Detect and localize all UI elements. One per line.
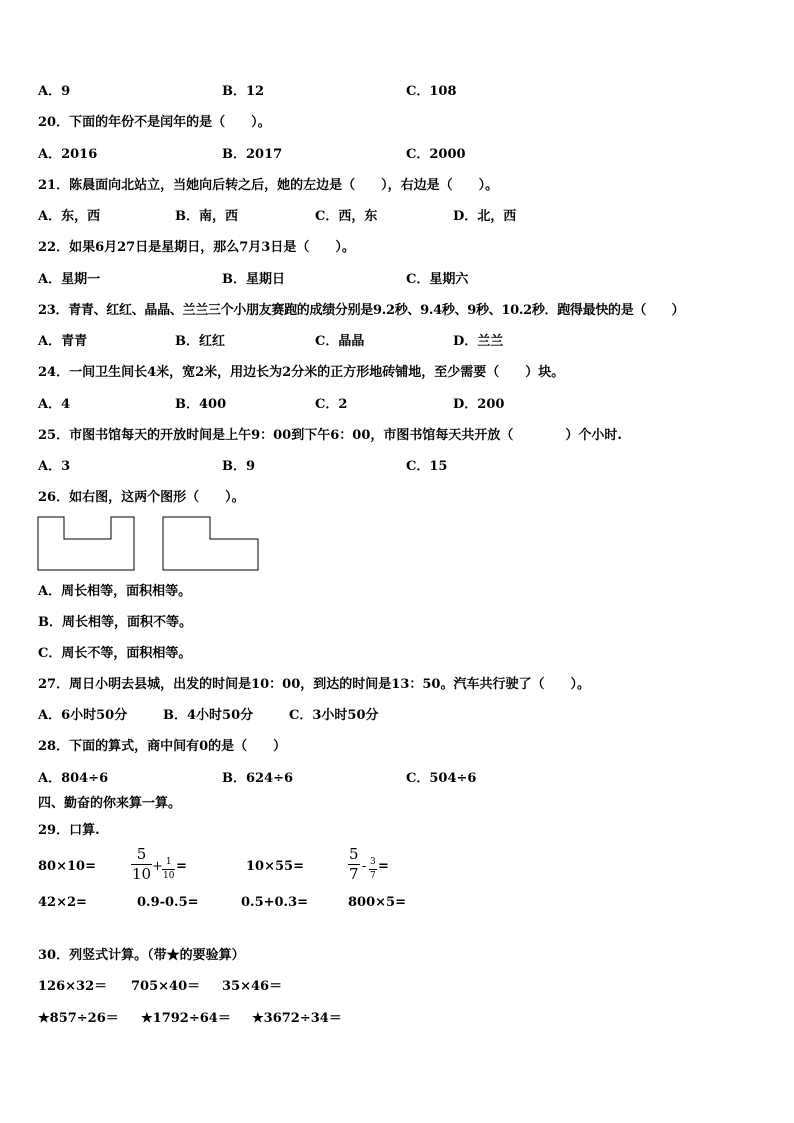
q29-item-5: 42×2= (38, 895, 87, 910)
q26-option-a: A．周长相等，面积相等。 (38, 584, 192, 599)
q24-option-d: D．200 (453, 397, 505, 412)
q30-item-6: ★3672÷34＝ (252, 1011, 342, 1026)
q25-option-a: A．3 (38, 459, 71, 474)
q26-option-b: B．周长相等，面积不等。 (38, 615, 192, 630)
q21-option-b: B．南，西 (175, 209, 238, 224)
q25-question: 25．市图书馆每天的开放时间是上午9：00到下午6：00，市图书馆每天共开放（ ）个小时. (38, 428, 622, 443)
q28-option-a: A．804÷6 (38, 771, 109, 786)
fraction-numerator: 1 (165, 857, 172, 867)
q23-option-c: C．晶晶 (315, 334, 365, 349)
q29-fraction-3 (348, 847, 360, 882)
q22-question: 22．如果6月27日是星期日，那么7月3日是（ ）。 (38, 240, 355, 255)
q21-option-d: D．北，西 (453, 209, 517, 224)
q29-item-8: 800×5= (348, 895, 406, 910)
q30-item-4: ★857÷26＝ (38, 1011, 119, 1026)
q22-option-b: B．星期日 (222, 272, 285, 287)
fraction-denominator: 10 (163, 871, 175, 881)
q29-fraction-2 (162, 858, 175, 881)
fraction-numerator: 3 (370, 857, 376, 867)
minus-sign: - (362, 859, 367, 874)
q29-fraction-4 (369, 858, 377, 881)
q26-figure-left (38, 517, 134, 570)
fraction-denominator: 7 (349, 865, 359, 883)
q21-option-a: A．东，西 (38, 209, 101, 224)
q24-option-c: C．2 (315, 397, 348, 412)
q26-figures (36, 514, 266, 574)
q27-option-b: B．4小时50分 (163, 708, 254, 723)
q20-option-b: B．2017 (222, 147, 283, 162)
q29-item-6: 0.9-0.5= (137, 895, 199, 910)
q23-option-b: B．红红 (175, 334, 225, 349)
q22-option-a: A．星期一 (38, 272, 101, 287)
q19-option-c: C．108 (406, 84, 457, 99)
q30-item-1: 126×32＝ (38, 979, 108, 994)
q20-question: 20．下面的年份不是闰年的是（ ）。 (38, 115, 271, 130)
plus-sign: + (152, 859, 163, 874)
q29-item-7: 0.5+0.3= (241, 895, 309, 910)
q21-option-c: C．西，东 (315, 209, 378, 224)
q26-figure-right (163, 517, 258, 570)
q26-question: 26．如右图，这两个图形（ ）。 (38, 490, 245, 505)
q23-option-d: D．兰兰 (453, 334, 504, 349)
q25-option-b: B．9 (222, 459, 256, 474)
q29-item-3: 10×55= (246, 859, 304, 874)
q24-question: 24．一间卫生间长4米，宽2米，用边长为2分米的正方形地砖铺地，至少需要（ ）块。 (38, 365, 565, 380)
q28-question: 28．下面的算式，商中间有0的是（ ） (38, 739, 287, 754)
section-heading: 四、勤奋的你来算一算。 (38, 796, 182, 811)
q24-option-b: B．400 (175, 397, 227, 412)
q27-option-a: A．6小时50分 (38, 708, 128, 723)
q30-item-2: 705×40＝ (131, 979, 201, 994)
q30-question: 30．列竖式计算。（带★的要验算） (38, 948, 245, 963)
fraction-numerator: 5 (349, 845, 359, 863)
fraction-denominator: 10 (132, 865, 152, 883)
fraction-denominator: 7 (370, 871, 376, 881)
q29-fraction-1 (131, 847, 152, 882)
q27-question: 27．周日小明去县城，出发的时间是10：00，到达的时间是13：50。汽车共行驶了（ ）。 (38, 677, 590, 692)
q24-option-a: A．4 (38, 397, 71, 412)
q26-option-c: C．周长不等，面积相等。 (38, 646, 192, 661)
q29-question: 29．口算. (38, 823, 100, 838)
q29-item-1: 80×10= (38, 859, 96, 874)
q23-question: 23．青青、红红、晶晶、兰兰三个小朋友赛跑的成绩分别是9.2秒、9.4秒、9秒、10.2秒．跑得最快的是（ ） (38, 303, 685, 318)
equals-sign: = (176, 859, 187, 874)
q23-option-a: A．青青 (38, 334, 88, 349)
q20-option-a: A．2016 (38, 147, 98, 162)
q21-question: 21．陈晨面向北站立，当她向后转之后，她的左边是（ ），右边是（ ）。 (38, 178, 499, 193)
fraction-numerator: 5 (136, 845, 147, 863)
q30-item-3: 35×46＝ (222, 979, 283, 994)
q30-item-5: ★1792÷64＝ (141, 1011, 231, 1026)
q28-option-c: C．504÷6 (406, 771, 477, 786)
q25-option-c: C．15 (406, 459, 448, 474)
equals-sign: = (378, 859, 389, 874)
q19-option-b: B．12 (222, 84, 265, 99)
q20-option-c: C．2000 (406, 147, 466, 162)
q28-option-b: B．624÷6 (222, 771, 294, 786)
q27-option-c: C．3小时50分 (289, 708, 379, 723)
q19-option-a: A．9 (38, 84, 71, 99)
q22-option-c: C．星期六 (406, 272, 469, 287)
